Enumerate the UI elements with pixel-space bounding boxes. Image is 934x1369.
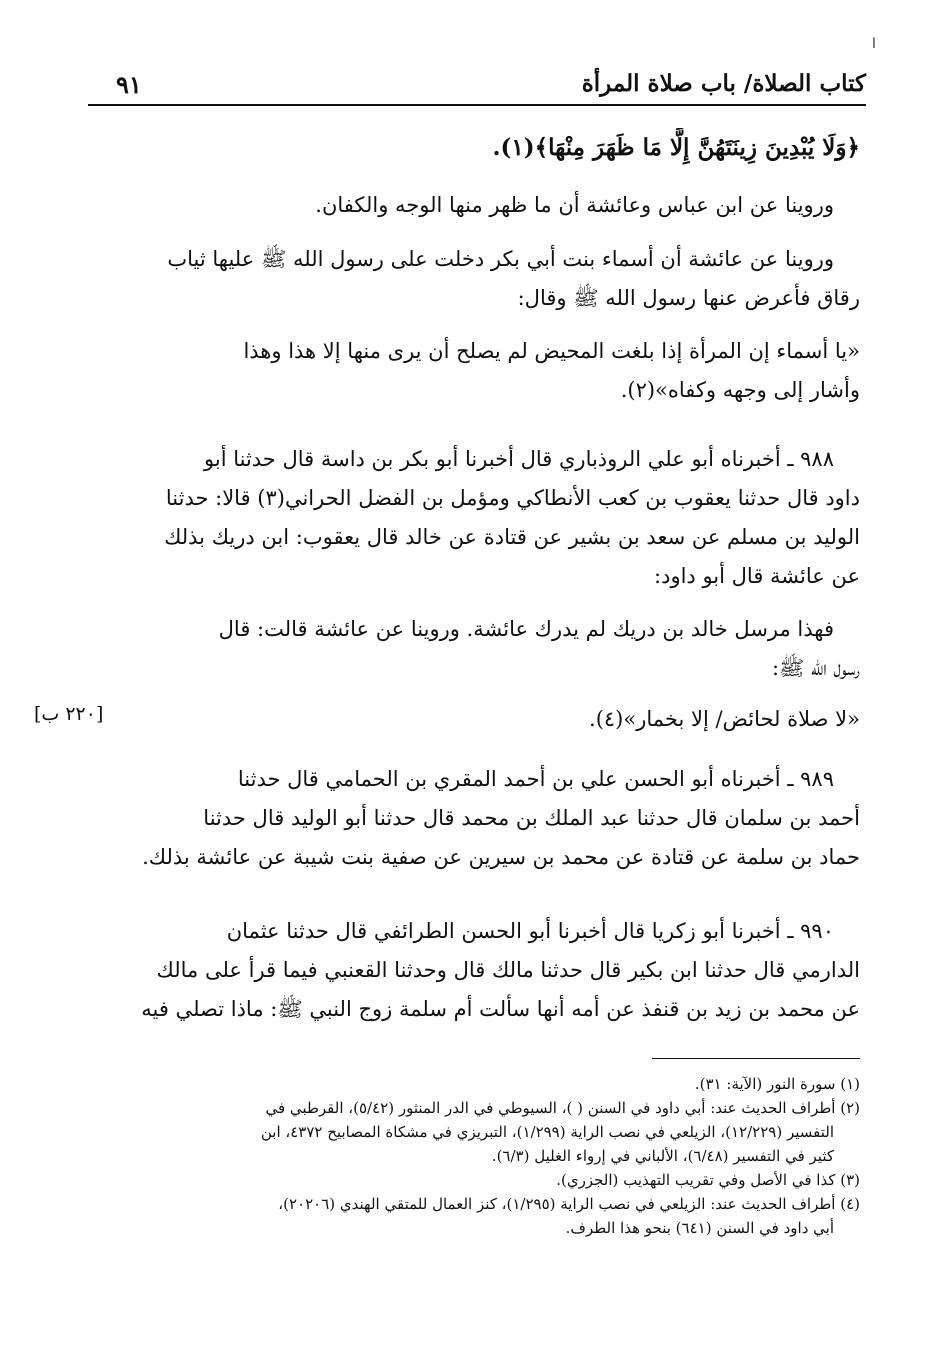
footnote-4: (٤) أطراف الحديث عند: الزيلعي في نصب الراية (١/٢٩٥)، كنز العمال للمتقي الهندي (٢٠٢٠٦)، [278,1195,860,1213]
paragraph-khimar [96,700,860,739]
quran-verse: ﴿وَلَا يُبْدِينَ زِينَتَهُنَّ إِلَّا مَا ظَهَرَ مِنْهَا﴾(١). [492,134,860,161]
text-line: «لا صلاة لحائض/ إلا بخمار»(٤). [589,707,860,731]
footnote-2: (٢) أطراف الحديث عند: أبي داود في السنن ( )، السيوطي في الدر المنثور (٥/٤٢)، القرطبي في [265,1099,860,1117]
text-line: عن محمد بن زيد بن قنفذ عن أمه أنها سألت أم سلمة زوج النبي ﷺ: ماذا تصلي فيه [141,997,860,1021]
footnote-2-cont: التفسير (١٢/٢٢٩)، الزيلعي في نصب الراية (١/٢٩٩)، التبريزي في مشكاة المصابيح ٤٣٧٢، ابن [260,1123,834,1141]
page-number: ٩١ [116,70,142,99]
text-line: أحمد بن سلمان قال حدثنا عبد الملك بن محمد قال حدثنا أبو الوليد قال حدثنا [203,806,860,830]
paragraph-ibn-abbas [96,186,860,225]
paragraph-asma [96,240,860,318]
text-line: وروينا عن ابن عباس وعائشة أن ما ظهر منها الوجه والكفان. [315,193,834,217]
hadith-988 [96,440,860,596]
text-line: حماد بن سلمة عن قتادة عن محمد بن سيرين عن صفية بنت شيبة عن عائشة بذلك. [142,845,860,869]
text-line: رقاق فأعرض عنها رسول الله ﷺ وقال: [517,286,860,310]
text-line: وأشار إلى وجهه وكفاه»(٢). [620,378,860,402]
text-line: ٩٨٩ ـ أخبرناه أبو الحسن علي بن أحمد المقري بن الحمامي قال حدثنا [237,767,834,791]
text-line: عن عائشة قال أبو داود: [654,564,860,588]
paragraph-mursal [96,610,860,688]
text-line: وروينا عن عائشة أن أسماء بنت أبي بكر دخلت على رسول الله ﷺ عليها ثياب [167,247,834,271]
chapter-title: كتاب الصلاة/ باب صلاة المرأة [581,70,866,97]
top-margin-mark: ا [872,36,876,52]
text-line: داود قال حدثنا يعقوب بن كعب الأنطاكي ومؤمل بن الفضل الحراني(٣) قالا: حدثنا [165,486,860,510]
footnotes [96,1072,860,1240]
manuscript-folio-note: [٢٢٠ ب] [34,703,104,725]
footnote-1: (١) سورة النور (الآية: ٣١). [694,1075,860,1093]
footnote-separator [652,1058,860,1059]
text-line: الوليد بن مسلم عن سعد بن بشير عن قتادة عن خالد قال يعقوب: ابن دريك بذلك [164,525,860,549]
text-line: ٩٨٨ ـ أخبرناه أبو علي الروذباري قال أخبرنا أبو بكر بن داسة قال حدثنا أبو [204,447,834,471]
hadith-990 [96,912,860,1029]
footnote-3: (٣) كذا في الأصل وفي تقريب التهذيب (الجزري). [556,1171,860,1189]
text-line: رسول الله ﷺ: [771,656,860,680]
text-line: فهذا مرسل خالد بن دريك لم يدرك عائشة. وروينا عن عائشة قالت: قال [218,617,834,641]
hadith-989 [96,760,860,877]
quran-verse-block [96,128,860,167]
footnote-2-cont: كثير في التفسير (٦/٤٨)، الألباني في إرواء الغليل (٦/٣). [491,1147,834,1165]
text-line: «يا أسماء إن المرأة إذا بلغت المحيض لم يصلح أن يرى منها إلا هذا وهذا [243,339,860,363]
text-line: ٩٩٠ ـ أخبرنا أبو زكريا قال أخبرنا أبو الحسن الطرائفي قال حدثنا عثمان [226,919,834,943]
footnote-4-cont: أبي داود في السنن (٦٤١) بنحو هذا الطرف. [565,1219,834,1237]
text-line: الدارمي قال حدثنا ابن بكير قال حدثنا مالك قال وحدثنا القعنبي فيما قرأ على مالك [156,958,860,982]
running-header [88,66,866,106]
paragraph-hadith-asma [96,332,860,410]
